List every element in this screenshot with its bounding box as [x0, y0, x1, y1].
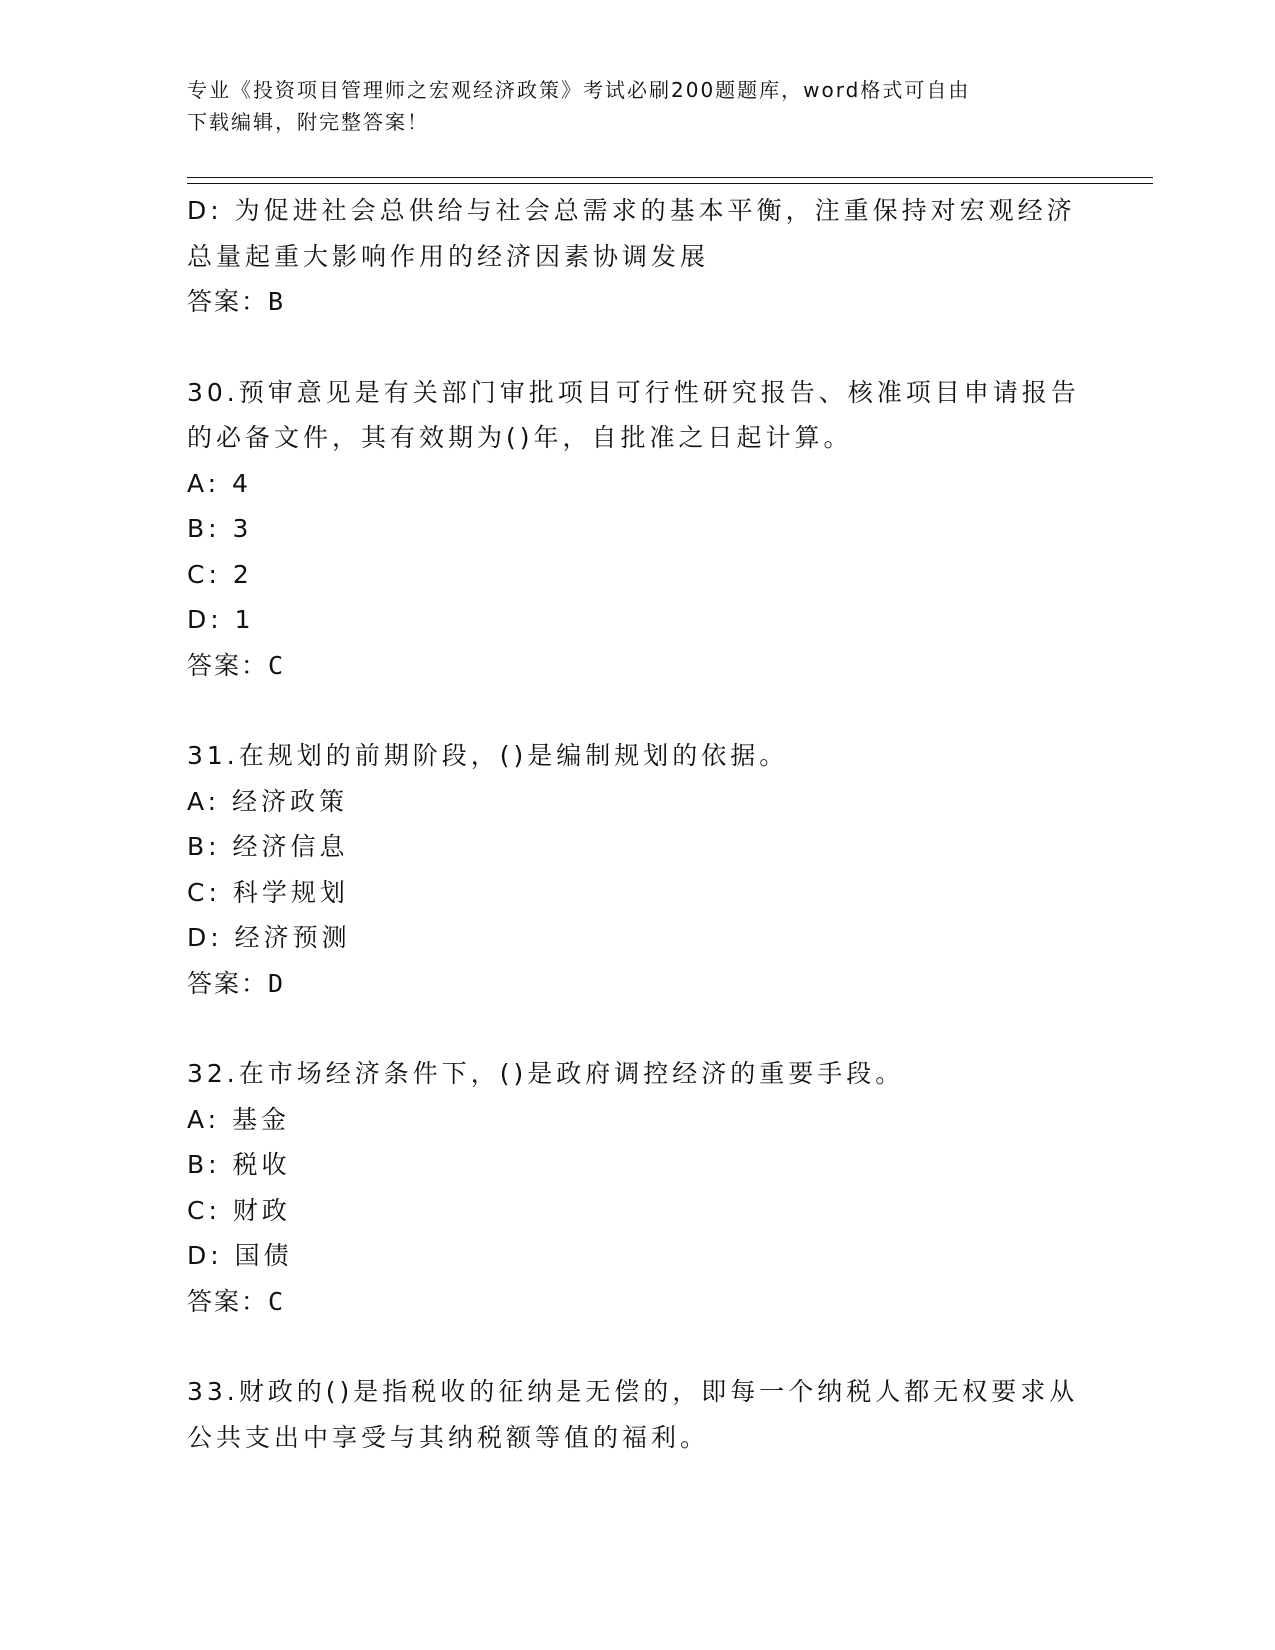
question-stem-line-1: 32.在市场经济条件下，()是政府调控经济的重要手段。 — [187, 1059, 905, 1088]
spacer — [187, 1324, 1077, 1369]
page-header — [187, 74, 1067, 138]
question-30 — [187, 370, 1080, 689]
option-c: C: 科学规划 — [187, 877, 349, 907]
header-title-line-2: 下载编辑，附完整答案！ — [187, 110, 429, 134]
option-a: A: 基金 — [187, 1104, 291, 1134]
question-list — [187, 188, 1080, 1460]
header-title-line-1: 专业《投资项目管理师之宏观经济政策》考试必刷200题题库，word格式可自由 — [187, 78, 971, 102]
question-32 — [187, 1051, 1077, 1324]
question-stem-line-2: 的必备文件，其有效期为()年，自批准之日起计算。 — [187, 423, 853, 452]
option-c: C: 财政 — [187, 1195, 291, 1225]
question-stem-line-1: 30.预审意见是有关部门审批项目可行性研究报告、核准项目申请报告 — [187, 377, 1080, 407]
spacer — [187, 688, 1077, 733]
question-stem-line-1: 33.财政的()是指税收的征纳是无偿的，即每一个纳税人都无权要求从 — [187, 1377, 1079, 1406]
option-b: B: 3 — [187, 514, 253, 543]
spacer — [187, 325, 1077, 370]
answer-label: 答案：B — [187, 287, 286, 316]
answer-label: 答案：D — [187, 968, 286, 998]
option-d: D: 经济预测 — [187, 923, 351, 952]
option-d-line-1: D: 为促进社会总供给与社会总需求的基本平衡，注重保持对宏观经济 — [187, 196, 1076, 225]
question-31 — [187, 733, 1077, 1006]
option-c: C: 2 — [187, 559, 253, 589]
option-a: A: 4 — [187, 468, 252, 498]
question-29-tail — [187, 188, 1077, 325]
answer-label: 答案：C — [187, 650, 286, 680]
option-a: A: 经济政策 — [187, 786, 349, 816]
question-stem-line-1: 31.在规划的前期阶段，()是编制规划的依据。 — [187, 741, 789, 770]
option-d-line-2: 总量起重大影响作用的经济因素协调发展 — [187, 241, 710, 271]
spacer — [187, 1006, 1077, 1051]
option-b: B: 税收 — [187, 1150, 291, 1179]
option-b: B: 经济信息 — [187, 832, 349, 861]
header-double-rule — [187, 177, 1153, 184]
question-stem-line-2: 公共支出中享受与其纳税额等值的福利。 — [187, 1422, 710, 1452]
question-33 — [187, 1369, 1077, 1460]
option-d: D: 1 — [187, 605, 255, 634]
option-d: D: 国债 — [187, 1241, 293, 1270]
answer-label: 答案：C — [187, 1286, 286, 1316]
